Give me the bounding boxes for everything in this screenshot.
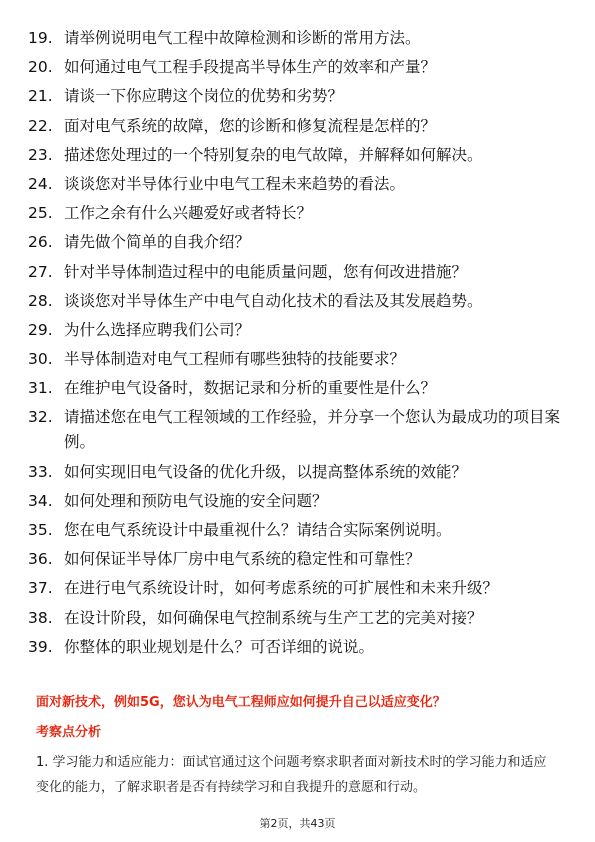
question-text: 为什么选择应聘我们公司？ [64,320,251,339]
analysis-paragraph: 1. 学习能力和适应能力：面试官通过这个问题考察求职者面对新技术时的学习能力和适应变化的能力，了解求职者是否有持续学习和自我提升的意愿和行动。 [36,755,547,795]
question-text: 在维护电气设备时，数据记录和分析的重要性是什么？ [64,379,437,398]
question-text: 请谈一下你应聘这个岗位的优势和劣势？ [64,87,344,106]
question-item [28,635,568,660]
question-item [28,84,568,109]
question-text: 请先做个简单的自我介绍？ [64,233,251,252]
question-number: 37. [28,579,53,598]
question-text: 工作之余有什么兴趣爱好或者特长？ [64,204,313,223]
question-item [28,230,568,255]
question-item [28,318,568,343]
question-item [28,55,568,80]
question-text: 针对半导体制造过程中的电能质量问题，您有何改进措施？ [64,262,468,281]
question-item [28,26,568,51]
question-text: 谈谈您对半导体生产中电气自动化技术的看法及其发展趋势。 [64,291,483,310]
question-text: 请举例说明电气工程中故障检测和诊断的常用方法。 [64,29,421,47]
question-item [28,405,568,455]
section-title: 考察点分析 [36,725,102,740]
question-number: 32. [28,408,53,427]
question-text: 面对电气系统的故障，您的诊断和修复流程是怎样的？ [64,116,437,135]
question-number: 39. [28,637,53,656]
question-number: 24. [28,174,53,193]
question-item [28,547,568,572]
question-text: 半导体制造对电气工程师有哪些独特的技能要求？ [64,350,406,369]
question-number: 25. [28,204,53,223]
question-number: 19. [28,29,53,47]
question-number: 36. [28,550,53,569]
question-text: 在进行电气系统设计时，如何考虑系统的可扩展性和未来升级？ [64,579,499,598]
question-number: 30. [28,350,53,369]
question-item [28,606,568,631]
question-text: 你整体的职业规划是什么？可否详细的说说。 [64,637,375,656]
question-number: 27. [28,262,53,281]
question-text: 如何保证半导体厂房中电气系统的稳定性和可靠性？ [64,550,421,569]
question-number: 28. [28,291,53,310]
question-number: 22. [28,116,53,135]
question-item [28,576,568,601]
question-item [28,347,568,372]
highlight-question: 面对新技术，例如5G，您认为电气工程师应如何提升自己以适应变化？ [36,695,446,710]
question-item [28,489,568,514]
question-number: 21. [28,87,53,106]
question-number: 23. [28,145,53,164]
question-number: 38. [28,608,53,627]
question-item [28,172,568,197]
question-item [28,376,568,401]
question-number: 31. [28,379,53,398]
question-text: 如何通过电气工程手段提高半导体生产的效率和产量？ [64,58,437,77]
question-number: 33. [28,462,53,481]
question-number: 26. [28,233,53,252]
question-number: 35. [28,521,53,539]
question-item [28,518,568,543]
question-text: 如何实现旧电气设备的优化升级，以提高整体系统的效能？ [64,462,468,481]
question-item [28,114,568,139]
question-text: 在设计阶段，如何确保电气控制系统与生产工艺的完美对接？ [64,608,483,627]
question-number: 34. [28,491,53,510]
question-list [28,26,568,664]
question-number: 20. [28,58,53,77]
question-text: 谈谈您对半导体行业中电气工程未来趋势的看法。 [64,174,406,193]
question-item [28,260,568,285]
question-text: 描述您处理过的一个特别复杂的电气故障，并解释如何解决。 [64,145,483,164]
question-item [28,460,568,485]
question-item [28,143,568,168]
page-footer: 第2页，共43页 [259,817,336,830]
question-text: 请描述您在电气工程领域的工作经验，并分享一个您认为最成功的项目案例。 [64,408,561,452]
question-item [28,201,568,226]
question-number: 29. [28,320,53,339]
question-item [28,289,568,314]
question-text: 您在电气系统设计中最重视什么？请结合实际案例说明。 [64,521,452,539]
question-text: 如何处理和预防电气设施的安全问题？ [64,491,328,510]
